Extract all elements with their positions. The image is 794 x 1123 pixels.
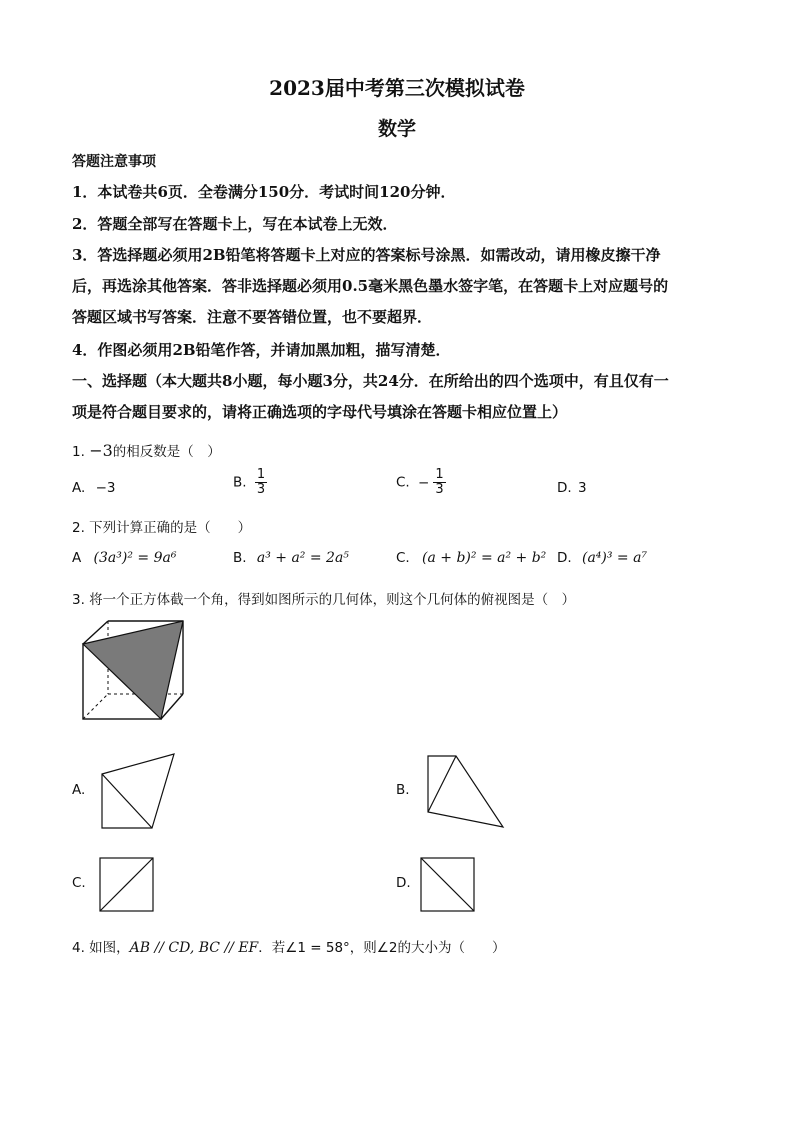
paper-title: 2023届中考第三次模拟试卷	[269, 76, 525, 100]
option-d-figure	[420, 857, 476, 913]
question-math: −3	[89, 441, 113, 460]
question-4: 4. 如图，AB // CD, BC // EF．若∠1 = 58°，则∠2的大小为（ ）	[72, 940, 506, 956]
question-number: 1.	[72, 444, 85, 460]
option-b-figure	[426, 754, 506, 830]
question-3: 3. 将一个正方体截一个角，得到如图所示的几何体，则这个几何体的俯视图是（ ）	[72, 592, 576, 608]
notice-item: 4．作图必须用2B铅笔作答，并请加黑加粗，描写清楚．	[72, 341, 451, 359]
option-a: A. −3	[72, 480, 116, 496]
notice-heading: 答题注意事项	[72, 154, 156, 170]
option-a: A (3a³)² = 9a⁶	[72, 550, 177, 566]
option-a-label: A.	[72, 782, 86, 798]
option-c: C. − $\frac{1}{3}$	[396, 467, 444, 497]
option-b-label: B.	[396, 782, 410, 798]
question-1	[72, 440, 221, 460]
question-text: 的相反数是（ ）	[112, 444, 221, 460]
notice-item: 1．本试卷共6页．全卷满分150分．考试时间120分钟．	[72, 183, 456, 201]
notice-item: 3．答选择题必须用2B铅笔将答题卡上对应的答案标号涂黑．如需改动，请用橡皮擦干净	[72, 246, 661, 264]
option-c: C. (a + b)² = a² + b²	[396, 550, 547, 566]
notice-item: 2．答题全部写在答题卡上，写在本试卷上无效．	[72, 215, 398, 233]
option-b: B. $\frac{1}{3}$	[233, 467, 266, 497]
section-heading: 一、选择题（本大题共8小题，每小题3分，共24分．在所给出的四个选项中，有且仅有一	[72, 372, 669, 390]
section-heading: 项是符合题目要求的，请将正确选项的字母代号填涂在答题卡相应位置上）	[72, 403, 568, 421]
fraction: $\frac{1}{3}$	[256, 467, 266, 497]
option-c-figure	[99, 857, 155, 913]
question-2: 2. 下列计算正确的是（ ）	[72, 520, 252, 536]
option-b: B. a³ + a² = 2a⁵	[233, 550, 349, 566]
option-d: D. 3	[557, 480, 587, 496]
option-a-figure	[100, 752, 176, 830]
cut-cube-figure	[80, 618, 190, 724]
fraction: $\frac{1}{3}$	[435, 467, 444, 497]
cut-section	[83, 621, 183, 719]
option-d: D. (a⁴)³ = a⁷	[557, 550, 648, 566]
option-d-label: D.	[396, 875, 411, 891]
notice-item: 答题区域书写答案．注意不要答错位置，也不要超界．	[72, 308, 433, 326]
option-c-label: C.	[72, 875, 86, 891]
subject-title: 数学	[377, 118, 416, 140]
notice-item: 后，再选涂其他答案．答非选择题必须用0.5毫米黑色墨水签字笔，在答题卡上对应题号的	[72, 277, 669, 295]
